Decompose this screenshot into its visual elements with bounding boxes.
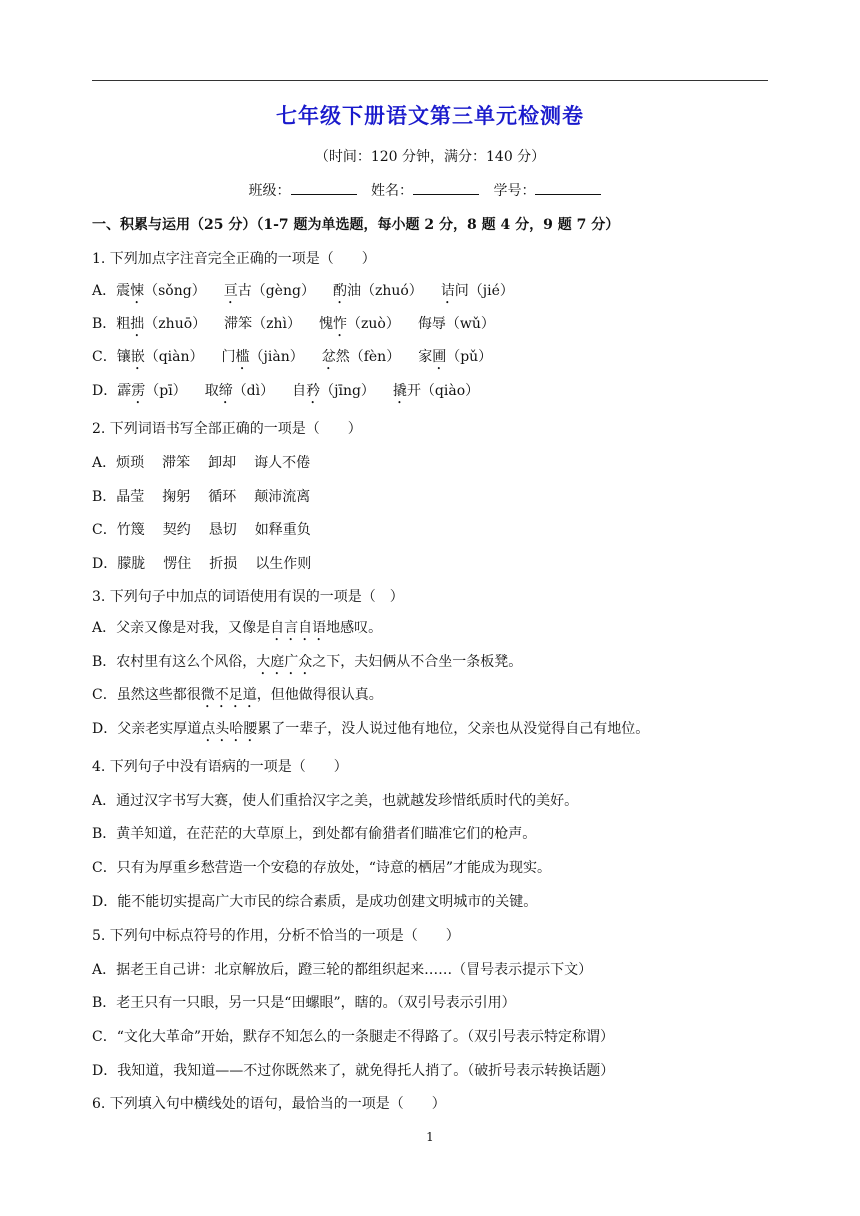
question-1-option-a: A．震悚（sǒng） 亘古（gèng） 酌油（zhuó） 诘问（jié）: [92, 283, 514, 299]
question-3-option-c: C．虽然这些都很微不足道，但他做得很认真。: [92, 687, 383, 703]
question-5-stem: 5. 下列句中标点符号的作用，分析不恰当的一项是（ ）: [92, 928, 460, 944]
id-label: 学号：: [493, 183, 536, 199]
question-1-option-b: B．粗拙（zhuō） 滞笨（zhì） 愧怍（zuò） 侮辱（wǔ）: [92, 316, 495, 332]
class-label: 班级：: [248, 183, 291, 199]
question-2-option-a: A．烦琐 滞笨 卸却 诲人不倦: [92, 455, 311, 471]
question-4-option-a: A．通过汉字书写大赛，使人们重拾汉字之美，也就越发珍惜纸质时代的美好。: [92, 793, 579, 809]
question-1-option-d: D．霹雳（pī） 取缔（dì） 自矜（jīng） 撬开（qiào）: [92, 383, 480, 399]
question-3-option-a: A．父亲又像是对我，又像是自言自语地感叹。: [92, 620, 383, 636]
id-blank[interactable]: [535, 182, 601, 195]
question-3-option-d: D．父亲老实厚道点头哈腰累了一辈子，没人说过他有地位，父亲也从没觉得自己有地位。: [92, 721, 650, 737]
question-1-stem: 1. 下列加点字注音完全正确的一项是（ ）: [92, 251, 376, 267]
question-6-stem: 6. 下列填入句中横线处的语句，最恰当的一项是（ ）: [92, 1096, 446, 1112]
question-2-stem: 2. 下列词语书写全部正确的一项是（ ）: [92, 421, 362, 437]
question-4-stem: 4. 下列句子中没有语病的一项是（ ）: [92, 759, 348, 775]
student-info-line: [0, 180, 860, 200]
question-5-option-b: B．老王只有一只眼，另一只是“田螺眼”，瞎的。（双引号表示引用）: [92, 995, 516, 1011]
question-3-option-b: B．农村里有这么个风俗，大庭广众之下，夫妇俩从不合坐一条板凳。: [92, 654, 523, 670]
question-2-option-d: D．朦胧 愣住 折损 以生作则: [92, 556, 312, 572]
header-rule: [92, 80, 768, 81]
question-3-stem: 3. 下列句子中加点的词语使用有误的一项是（ ）: [92, 589, 404, 605]
page-title: 七年级下册语文第三单元检测卷: [276, 103, 584, 128]
question-2-option-b: B．晶莹 掬躬 循环 颠沛流离: [92, 489, 311, 505]
question-4-option-b: B．黄羊知道，在茫茫的大草原上，到处都有偷猎者们瞄准它们的枪声。: [92, 826, 537, 842]
question-5-option-d: D．我知道，我知道——不过你既然来了，就免得托人捎了。（破折号表示转换话题）: [92, 1063, 615, 1079]
question-5-option-c: C．“文化大革命”开始，默存不知怎么的一条腿走不得路了。（双引号表示特定称谓）: [92, 1029, 615, 1045]
section-heading: 一、积累与运用（25 分）（1-7 题为单选题，每小题 2 分，8 题 4 分，9 题 7 分）: [92, 217, 620, 233]
question-2-option-c: C．竹篾 契约 恳切 如释重负: [92, 522, 311, 538]
exam-info: （时间：120 分钟，满分：140 分）: [314, 149, 546, 165]
question-5-option-a: A．据老王自己讲：北京解放后，蹬三轮的都组织起来……（冒号表示提示下文）: [92, 962, 593, 978]
question-1-option-c: C．镶嵌（qiàn） 门槛（jiàn） 忿然（fèn） 家圃（pǔ）: [92, 349, 493, 365]
name-blank[interactable]: [413, 182, 479, 195]
name-label: 姓名：: [371, 183, 413, 199]
question-4-option-c: C．只有为厚重乡愁营造一个安稳的存放处，“诗意的栖居”才能成为现实。: [92, 860, 552, 876]
page-number: 1: [426, 1130, 434, 1144]
question-4-option-d: D．能不能切实提高广大市民的综合素质，是成功创建文明城市的关键。: [92, 894, 538, 910]
class-blank[interactable]: [291, 182, 357, 195]
